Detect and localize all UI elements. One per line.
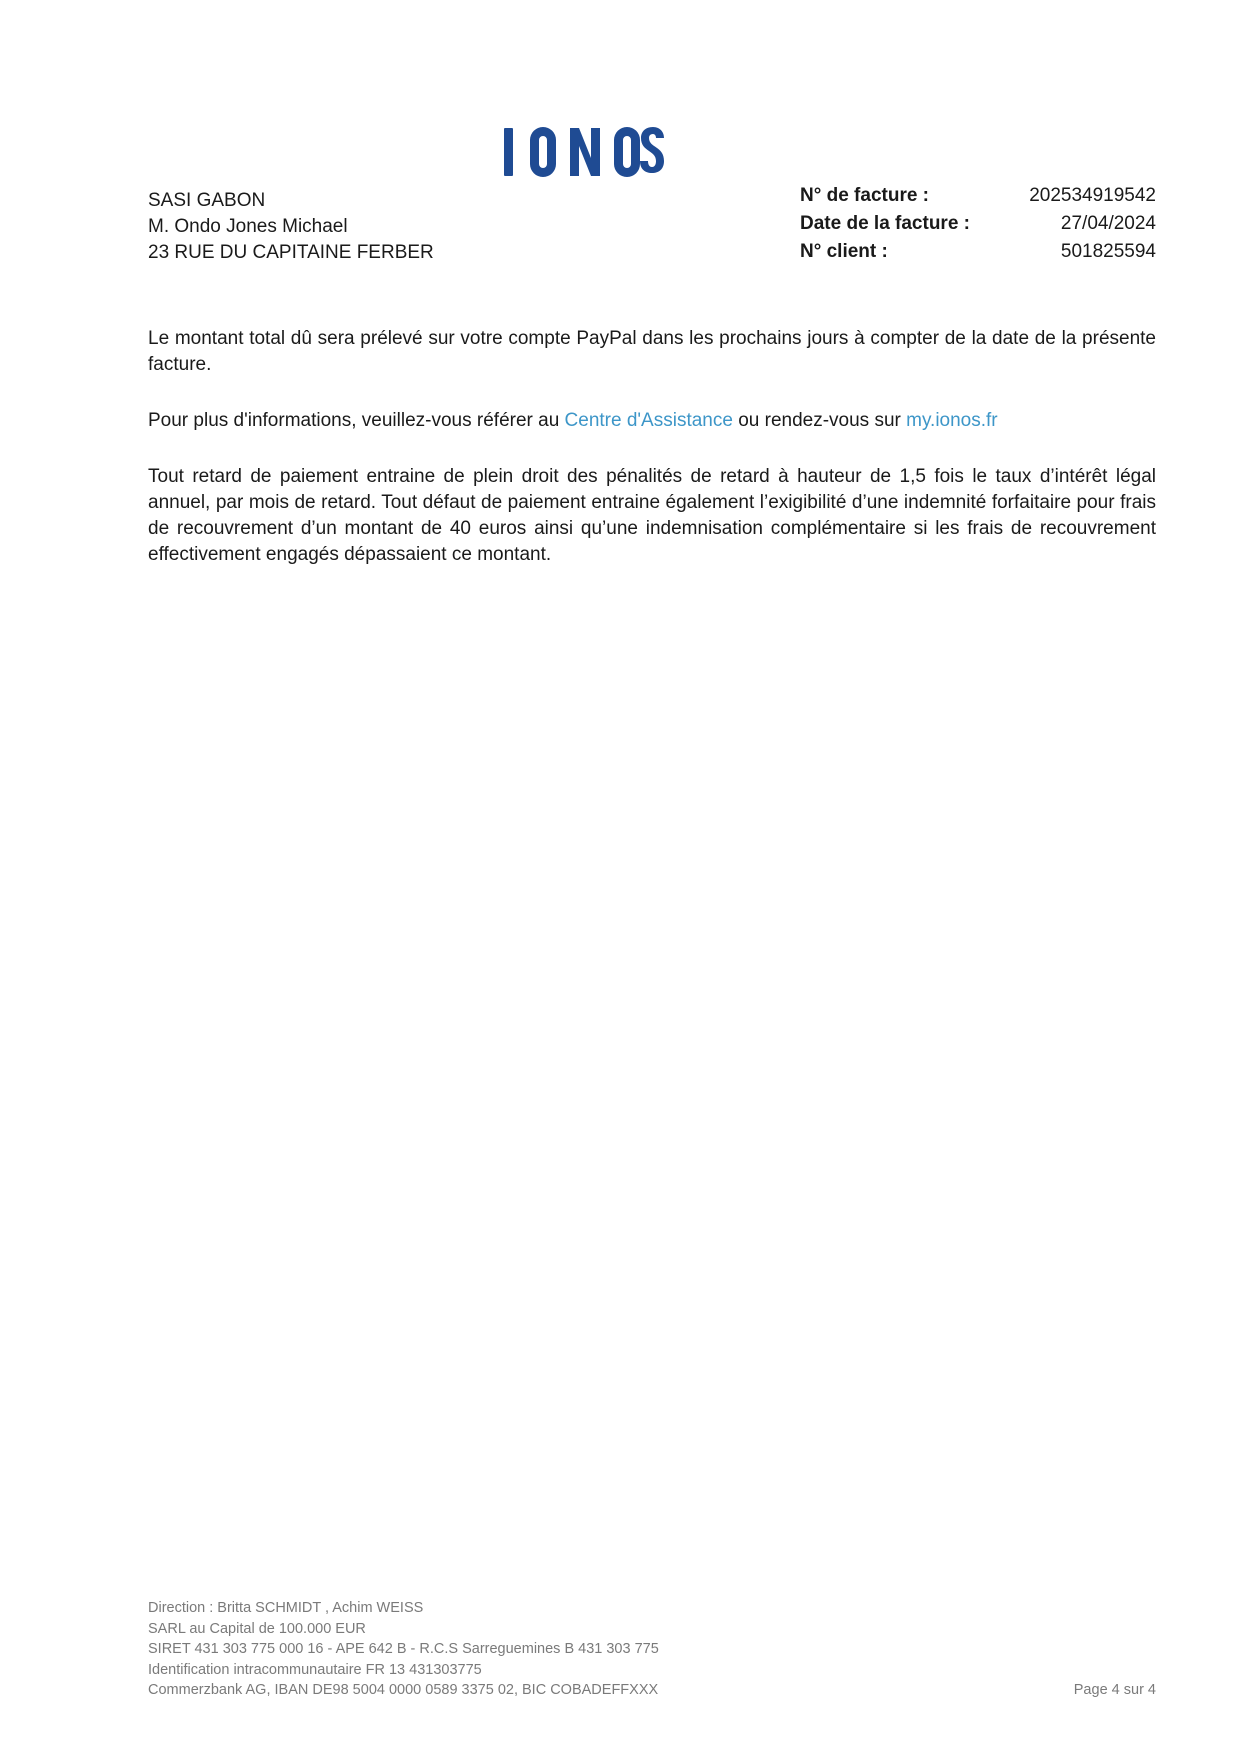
late-payment-paragraph: Tout retard de paiement entraine de plein droit des pénalités de retard à hauteur de 1,5 fois le taux d’intérêt légal annuel, par mois de retard. Tout défaut de paiement entraine également l’exigibilité d’une indemnité forfaitaire pour frais de recouvrement d’un montant de 40 euros ainsi qu’une indemnisation complémentaire si les frais de recouvrement effectivement engagés dépassaient ce montant.: [148, 466, 1156, 565]
invoice-number-row: [800, 182, 1156, 210]
page-number: Page 4 sur 4: [1073, 1682, 1156, 1698]
client-number-label: N° client :: [800, 241, 888, 262]
footer-direction: Direction : Britta SCHMIDT , Achim WEISS: [148, 1600, 424, 1616]
invoice-number-label: N° de facture :: [800, 185, 930, 206]
recipient-person: M. Ondo Jones Michael: [148, 216, 348, 237]
information-text-prefix: Pour plus d'informations, veuillez-vous référer au: [148, 410, 565, 431]
footer-siret: SIRET 431 303 775 000 16 - APE 642 B - R.C.S Sarreguemines B 431 303 775: [148, 1641, 659, 1657]
help-center-link[interactable]: Centre d'Assistance: [564, 410, 733, 431]
invoice-date-label: Date de la facture :: [800, 213, 970, 234]
invoice-body: [148, 326, 1156, 568]
client-number-row: [800, 238, 1156, 266]
footer-vat-id: Identification intracommunautaire FR 13 431303775: [148, 1661, 482, 1678]
invoice-date-row: [800, 210, 1156, 238]
my-ionos-link[interactable]: my.ionos.fr: [906, 410, 998, 431]
invoice-date-value: 27/04/2024: [1060, 213, 1156, 234]
recipient-company: SASI GABON: [148, 190, 266, 211]
information-text-middle: ou rendez-vous sur: [732, 410, 907, 431]
footer-capital: SARL au Capital de 100.000 EUR: [148, 1620, 366, 1637]
information-paragraph: [148, 408, 1156, 434]
client-number-value: 501825594: [1060, 241, 1156, 262]
ionos-logo: [504, 126, 664, 178]
recipient-address: 23 RUE DU CAPITAINE FERBER: [148, 242, 434, 263]
invoice-meta-block: [800, 182, 1156, 266]
legal-footer: [148, 1598, 659, 1701]
recipient-address-block: [148, 188, 434, 266]
payment-notice-paragraph: Le montant total dû sera prélevé sur votre compte PayPal dans les prochains jours à compter de la date de la présente facture.: [148, 328, 1156, 375]
footer-bank-details: Commerzbank AG, IBAN DE98 5004 0000 0589 3375 02, BIC COBADEFFXXX: [148, 1682, 659, 1698]
invoice-number-value: 202534919542: [1029, 185, 1156, 206]
